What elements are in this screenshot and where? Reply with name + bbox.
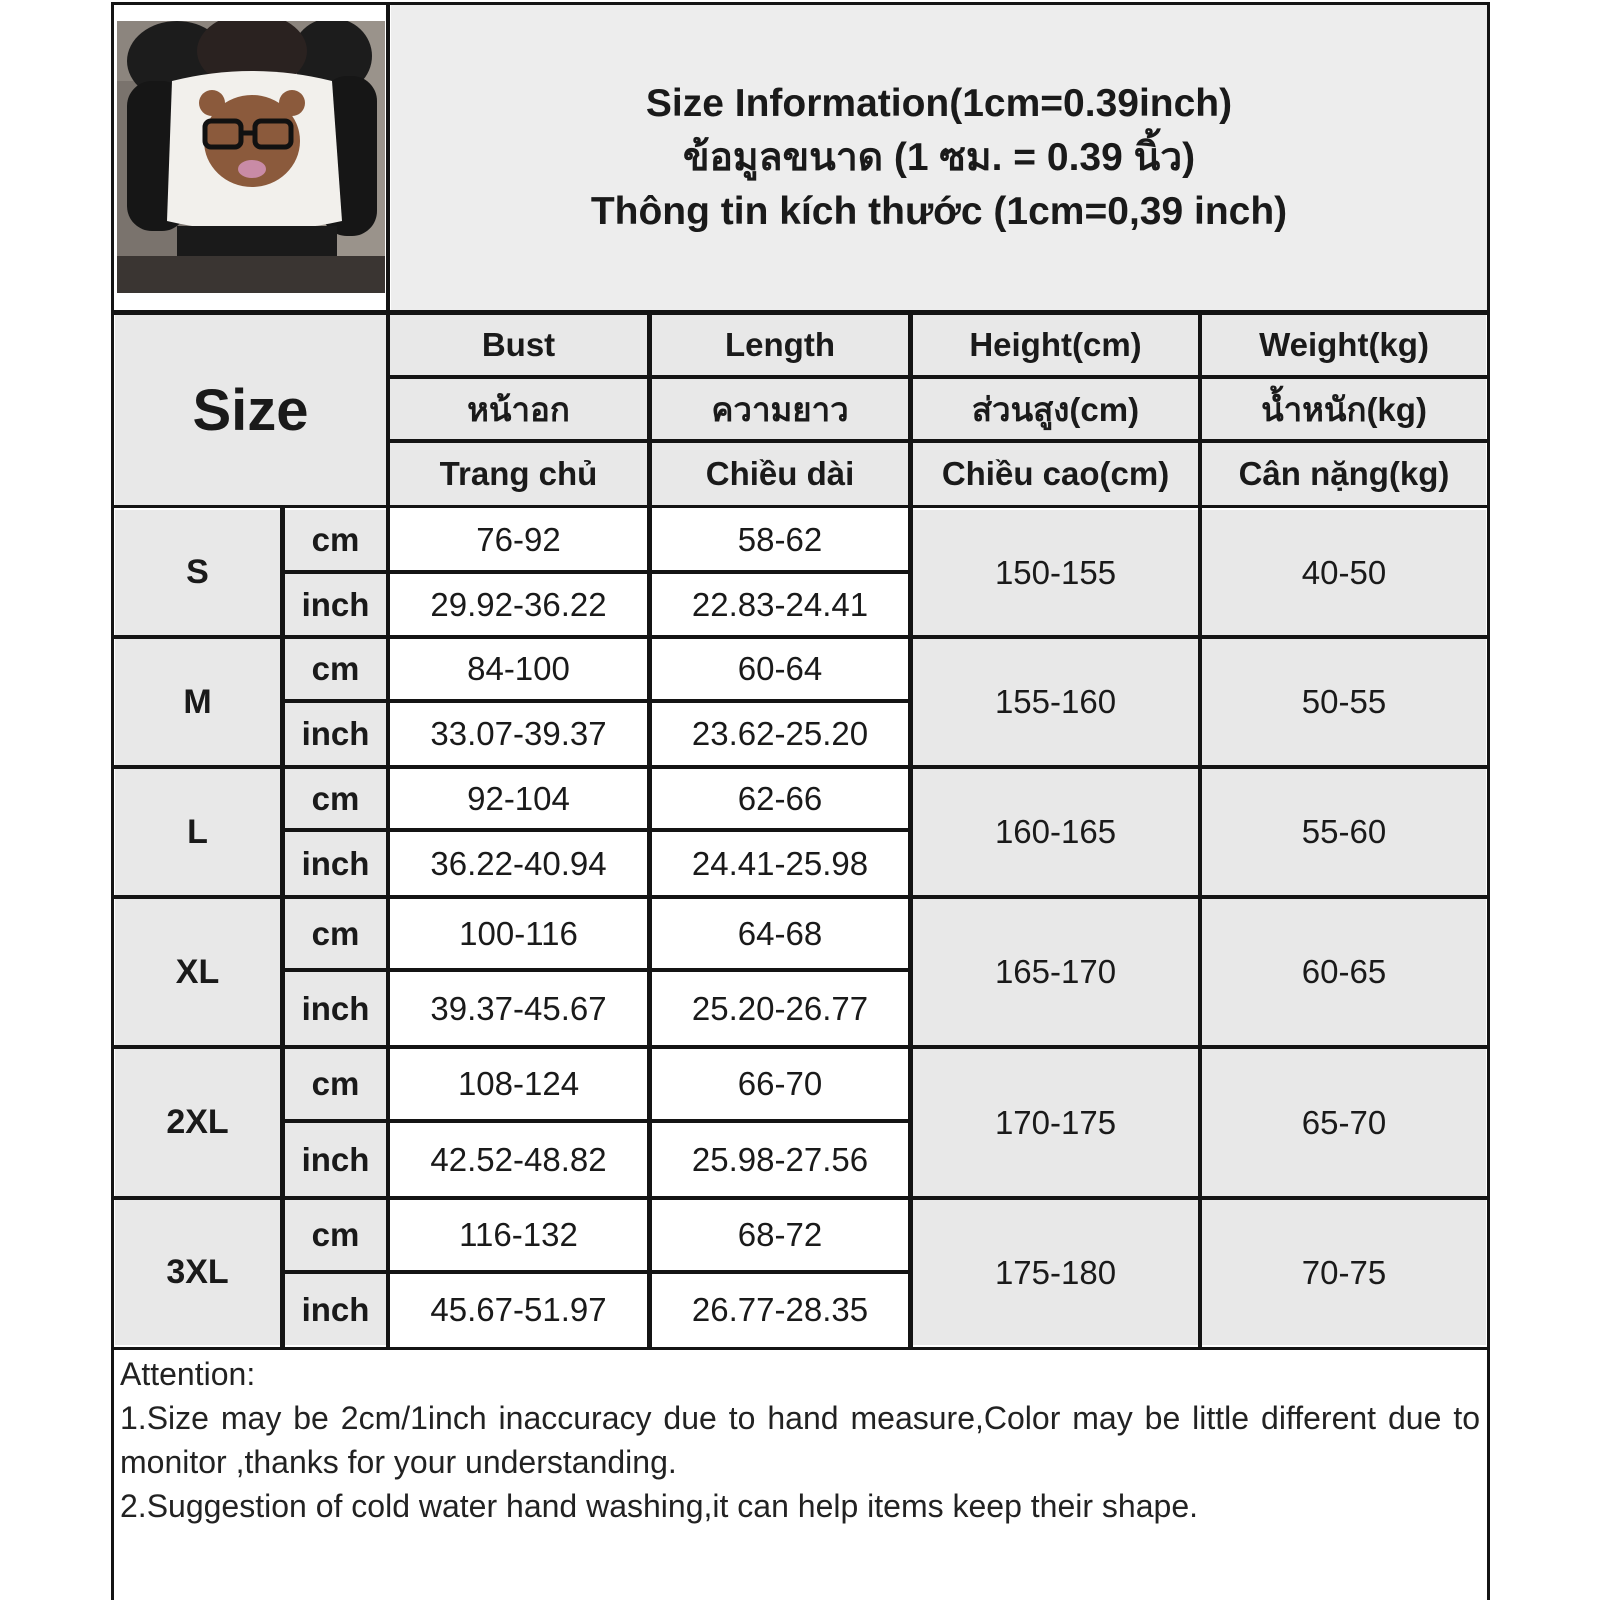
length-cm-value: 64-68 <box>737 914 823 952</box>
weight-value: 50-55 <box>1202 639 1486 765</box>
bear-sweatshirt-icon <box>117 21 385 293</box>
height-value: 165-170 <box>913 899 1198 1045</box>
height-value: 175-180 <box>913 1200 1198 1345</box>
size-label: XL <box>115 899 280 1045</box>
size-label: 2XL <box>115 1049 280 1196</box>
grid-line <box>285 699 908 703</box>
attention-note-2: 2.Suggestion of cold water hand washing,it can help items keep their shape. <box>120 1488 1198 1524</box>
height-value: 155-160 <box>913 639 1198 765</box>
attention-heading: Attention: <box>120 1356 256 1392</box>
height-value: 150-155 <box>913 510 1198 635</box>
header-height-vi: Chiều cao(cm) <box>913 443 1198 505</box>
unit-inch-label: inch <box>285 972 386 1045</box>
weight-value: 60-65 <box>1202 899 1486 1045</box>
grid-line <box>285 570 908 574</box>
grid-line <box>111 2 114 1600</box>
bust-inch-value: 33.07-39.37 <box>430 715 607 752</box>
grid-line <box>1198 310 1202 1349</box>
unit-cm-label: cm <box>285 1049 386 1119</box>
grid-line <box>111 505 1490 508</box>
grid-line <box>285 828 908 832</box>
grid-line <box>285 968 908 972</box>
grid-line <box>111 310 1490 315</box>
weight-value: 40-50 <box>1202 510 1486 635</box>
height-value: 160-165 <box>913 769 1198 895</box>
unit-cm-label: cm <box>285 769 386 828</box>
unit-inch-label: inch <box>285 1123 386 1196</box>
unit-cm-label: cm <box>285 1200 386 1270</box>
attention-note-1: 1.Size may be 2cm/1inch inaccuracy due to hand measure,Color may be little different due to monitor ,thanks for your understanding. <box>120 1400 1480 1480</box>
unit-inch-label: inch <box>285 1274 386 1345</box>
title-thai: ข้อมูลขนาด (1 ซม. = 0.39 นิ้ว) <box>682 135 1196 179</box>
unit-inch-label: inch <box>285 574 386 635</box>
grid-line <box>111 1045 1490 1049</box>
unit-cm-label: cm <box>285 510 386 570</box>
title-english: Size Information(1cm=0.39inch) <box>645 81 1233 125</box>
grid-line <box>390 375 1488 379</box>
length-inch-value: 25.98-27.56 <box>691 1140 869 1178</box>
header-weight-th: น้ำหนัก(kg) <box>1202 379 1486 439</box>
grid-line <box>111 2 1490 5</box>
header-bust-vi: Trang chủ <box>390 443 647 505</box>
header-weight-en: Weight(kg) <box>1202 315 1486 375</box>
length-inch-value: 24.41-25.98 <box>691 844 869 882</box>
grid-line <box>111 765 1490 769</box>
size-header: Size <box>115 315 386 505</box>
unit-inch-label: inch <box>285 832 386 895</box>
bust-cm-value: 76-92 <box>476 521 561 558</box>
bust-inch-value: 42.52-48.82 <box>430 1140 607 1178</box>
bust-cm-value: 100-116 <box>459 914 578 952</box>
grid-line <box>285 1270 908 1274</box>
size-label: 3XL <box>115 1200 280 1345</box>
size-label: S <box>115 510 280 635</box>
length-inch-value: 23.62-25.20 <box>691 715 869 752</box>
height-value: 170-175 <box>913 1049 1198 1196</box>
grid-line <box>908 310 913 1349</box>
unit-inch-label: inch <box>285 703 386 765</box>
grid-line <box>1487 2 1490 1600</box>
bust-inch-value: 39.37-45.67 <box>430 989 607 1027</box>
bust-cm-value: 108-124 <box>457 1065 580 1102</box>
length-inch-value: 25.20-26.77 <box>691 989 869 1027</box>
grid-line <box>111 1347 1490 1350</box>
size-label: L <box>115 769 280 895</box>
length-cm-value: 60-64 <box>737 650 823 687</box>
weight-value: 55-60 <box>1202 769 1486 895</box>
grid-line <box>280 505 285 1349</box>
length-cm-value: 62-66 <box>737 779 823 817</box>
header-height-th: ส่วนสูง(cm) <box>913 379 1198 439</box>
bust-cm-value: 92-104 <box>467 779 570 817</box>
title-vietnamese: Thông tin kích thước (1cm=0,39 inch) <box>590 189 1288 233</box>
bust-inch-value: 29.92-36.22 <box>430 585 607 623</box>
header-length-th: ความยาว <box>652 379 908 439</box>
unit-cm-label: cm <box>285 899 386 968</box>
unit-cm-label: cm <box>285 639 386 699</box>
product-photo <box>117 21 385 293</box>
header-bust-th: หน้าอก <box>390 379 647 439</box>
grid-line <box>390 439 1488 443</box>
grid-line <box>111 895 1490 899</box>
weight-value: 65-70 <box>1202 1049 1486 1196</box>
bust-cm-value: 116-132 <box>459 1216 578 1253</box>
bust-inch-value: 36.22-40.94 <box>430 844 607 882</box>
length-inch-value: 26.77-28.35 <box>691 1290 869 1328</box>
length-inch-value: 22.83-24.41 <box>691 585 869 623</box>
grid-line <box>386 2 390 1349</box>
length-cm-value: 68-72 <box>737 1216 823 1253</box>
header-length-vi: Chiều dài <box>652 443 908 505</box>
weight-value: 70-75 <box>1202 1200 1486 1345</box>
grid-line <box>111 1196 1490 1200</box>
grid-line <box>285 1119 908 1123</box>
size-info-title <box>391 5 1487 310</box>
bust-inch-value: 45.67-51.97 <box>430 1290 607 1328</box>
length-cm-value: 66-70 <box>737 1065 823 1102</box>
header-weight-vi: Cân nặng(kg) <box>1202 443 1486 505</box>
grid-line <box>111 635 1490 639</box>
header-height-en: Height(cm) <box>913 315 1198 375</box>
bust-cm-value: 84-100 <box>467 650 570 687</box>
length-cm-value: 58-62 <box>737 521 823 558</box>
header-bust-en: Bust <box>390 315 647 375</box>
header-length-en: Length <box>652 315 908 375</box>
attention-notes <box>120 1352 1480 1528</box>
size-label: M <box>115 639 280 765</box>
